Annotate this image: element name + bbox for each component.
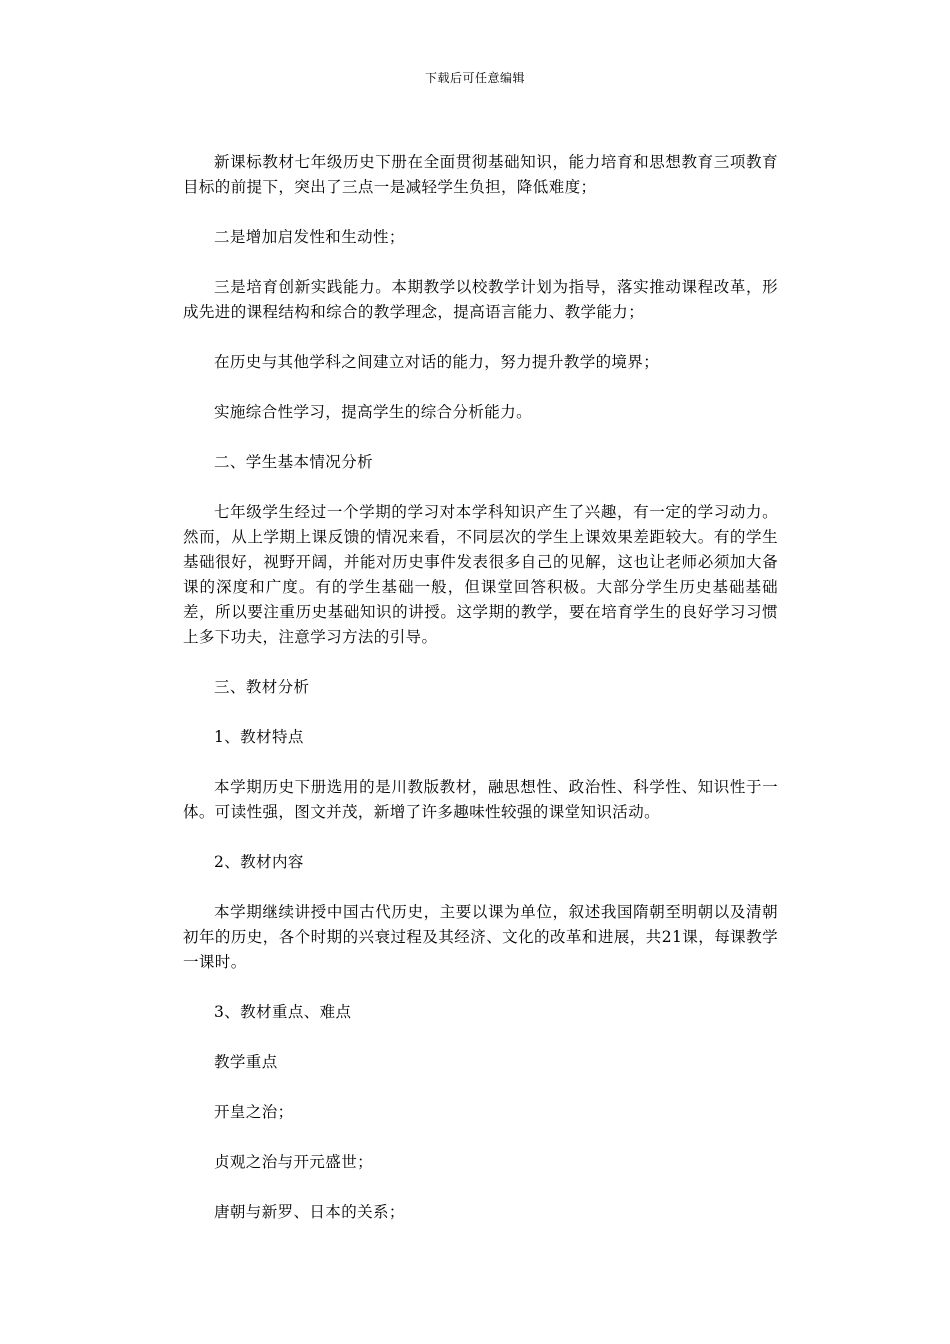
paragraph-features: 本学期历史下册选用的是川教版教材，融思想性、政治性、科学性、知识性于一体。可读性强，图文并茂，新增了许多趣味性较强的课堂知识活动。 xyxy=(183,778,778,821)
paragraph-point-two: 二是增加启发性和生动性； xyxy=(214,228,405,246)
subheading-key-points: 3、教材重点、难点 xyxy=(214,1003,352,1021)
paragraph-student-analysis: 七年级学生经过一个学期的学习对本学科知识产生了兴趣，有一定的学习动力。然而，从上学期上课反馈的情况来看，不同层次的学生上课效果差距较大。有的学生基础很好，视野开阔，并能对历史事件发表很多自己的见解，这也让老师必须加大备课的深度和广度。有的学生基础一般，但课堂回答积极。大部分学生历史基础基础差，所以要注重历史基础知识的讲授。这学期的教学，要在培育学生的良好学习习惯上多下功夫，注意学习方法的引导。 xyxy=(183,503,778,646)
paragraph-dialogue: 在历史与其他学科之间建立对话的能力，努力提升教学的境界； xyxy=(214,353,660,371)
document-body xyxy=(183,150,778,1250)
paragraph-point-three: 三是培育创新实践能力。本期教学以校教学计划为指导，落实推动课程改革，形成先进的课程结构和综合的教学理念，提高语言能力、教学能力； xyxy=(183,278,778,321)
paragraph-content: 本学期继续讲授中国古代历史，主要以课为单位，叙述我国隋朝至明朝以及清朝初年的历史，各个时期的兴衰过程及其经济、文化的改革和进展，共21课，每课教学一课时。 xyxy=(183,903,778,971)
section-heading-students: 二、学生基本情况分析 xyxy=(214,453,374,471)
paragraph-intro: 新课标教材七年级历史下册在全面贯彻基础知识，能力培育和思想教育三项教育目标的前提下，突出了三点一是减轻学生负担，降低难度； xyxy=(183,153,778,196)
page-header: 下载后可任意编辑 xyxy=(424,71,525,85)
subheading-features: 1、教材特点 xyxy=(214,728,304,746)
subheading-content: 2、教材内容 xyxy=(214,853,304,871)
label-teaching-focus: 教学重点 xyxy=(214,1053,278,1071)
list-item-zhenguan: 贞观之治与开元盛世； xyxy=(214,1153,374,1171)
paragraph-comprehensive: 实施综合性学习，提高学生的综合分析能力。 xyxy=(214,403,533,421)
list-item-tang-relations: 唐朝与新罗、日本的关系； xyxy=(214,1203,405,1221)
section-heading-textbook: 三、教材分析 xyxy=(214,678,310,696)
list-item-kaihuang: 开皇之治； xyxy=(214,1103,294,1121)
